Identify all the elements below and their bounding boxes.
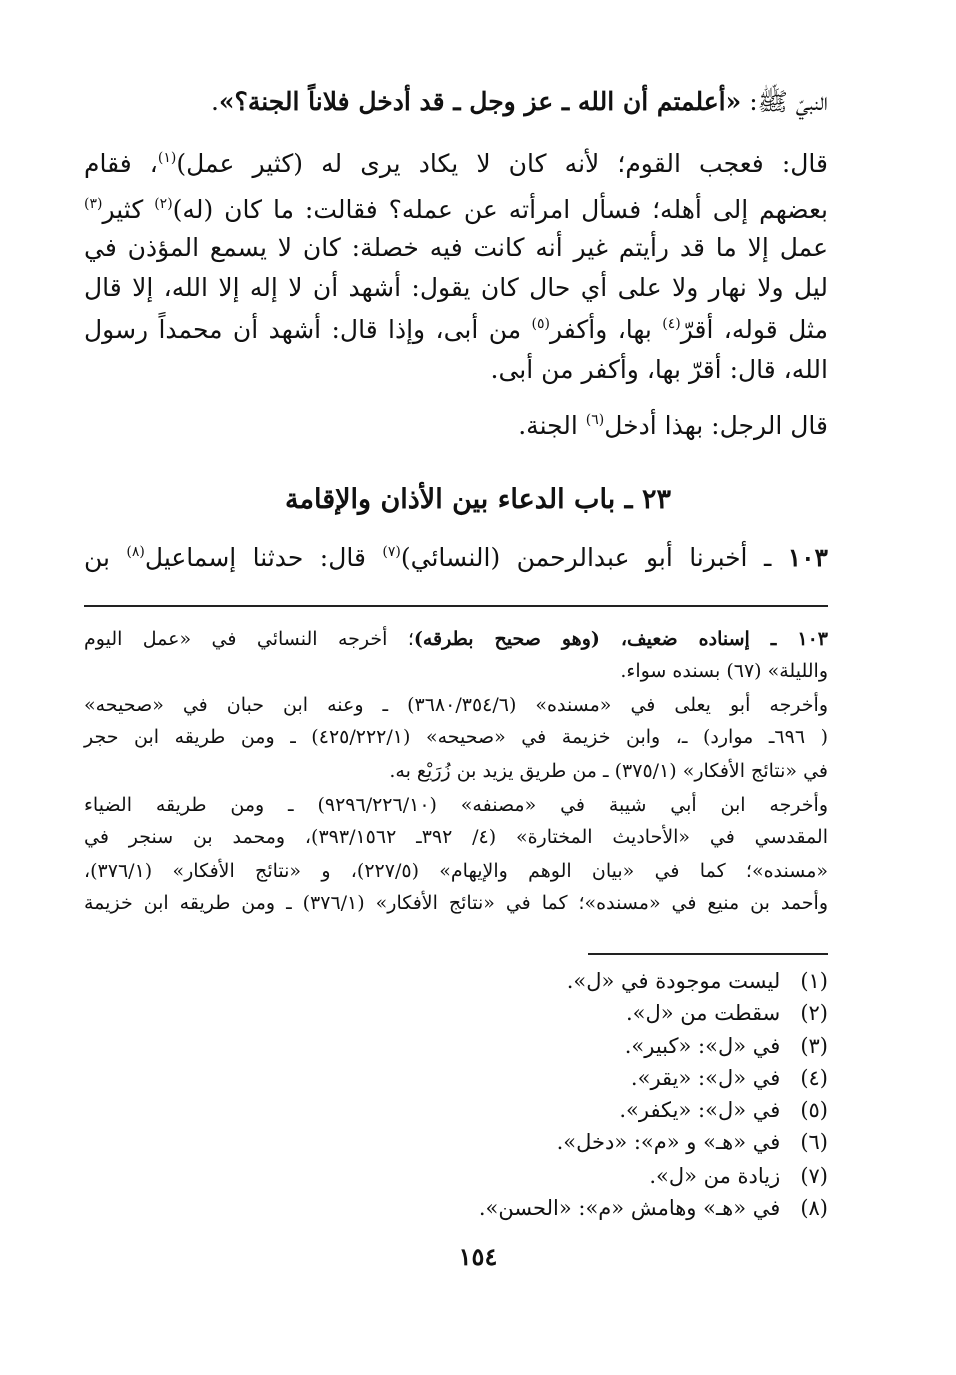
footnote-text: في «هـ» و «م»: «دخل». [556,1130,781,1154]
footnote-6 [557,1126,828,1158]
body-text: ، فقام [84,149,158,178]
body-line-5 [84,268,828,308]
footnote-number: (٧) [800,1164,828,1188]
body-text: الله، قال: أقرّ بها، وأكفر من أبى. [490,355,828,384]
footnote-7 [649,1160,828,1192]
notes-line-1 [84,624,828,654]
footnote-ref: (٥) [531,316,550,332]
body-line-8 [518,406,828,446]
footnotes-separator [588,953,828,955]
body-text: بن [84,543,127,572]
footnote-5 [619,1094,828,1126]
notes-line-8 [84,856,828,886]
notes-text: والليلة» (٦٧) بسنده سواء. [620,660,828,682]
notes-line-6 [84,790,828,820]
body-text: كثير [102,195,155,224]
notes-text: «مسنده»؛ كما في «بيان الوهم والإيهام» (٢٢٧/٥)، و «نتائج الأفكار» (٣٧٦/١)، [84,860,828,882]
footnote-number: (٢) [800,1001,828,1025]
footnote-text: في «ل»: «كبير». [624,1034,781,1058]
notes-text: ( ٦٩٦ـ موارد) ـ، وابن خزيمة في «صحيحه» (٤٢٥/٢٢٢/١) ـ ومن طريقه ابن حجر [84,726,829,748]
notes-text: وأخرجه أبو يعلى في «مسنده» (٣٦٨٠/٣٥٤/٦) ـ وعنه ابن حبان في «صحيحه» [84,694,828,716]
footnote-3 [625,1030,828,1062]
notes-text: ؛ أخرجه النسائي في «عمل اليوم [84,628,414,650]
body-line-7 [491,350,828,390]
footnote-2 [626,997,828,1029]
notes-text: وأحمد بن منيع في «مسنده»؛ كما في «نتائج الأفكار» (٣٧٦/١) ـ ومن طريقه ابن خزيمة [84,892,829,914]
footnote-number: (٨) [800,1196,828,1220]
body-text: ـ أخبرنا أبو عبدالرحمن (النسائي) [400,543,788,572]
notes-number: ١٠٣ [797,628,828,650]
body-line-1 [211,82,828,122]
chapter-heading: ٢٣ ـ باب الدعاء بين الأذان والإقامة [285,484,671,515]
footnote-ref: (١) [157,150,177,166]
page-number: ١٥٤ [458,1242,498,1271]
body-text: الجنة. [518,411,586,440]
footnote-text: في «هـ» وهامش «م»: «الحسن». [478,1196,781,1220]
footnote-ref: (٦) [585,412,605,428]
body-text: قال الرجل: بهذا أدخل [604,411,828,440]
notes-separator [84,605,828,607]
footnote-ref: (٤) [662,316,681,332]
body-line-3 [84,190,828,230]
body-text: بها، وأكفر [549,315,663,344]
body-text: عمل إلا ما قد رأيتم غير أنه كانت فيه خصلة: كان لا يسمع المؤذن في [84,233,828,262]
footnote-8 [479,1192,828,1224]
notes-line-9 [84,888,828,918]
notes-grade: ـ إسناده ضعيف، (وهو صحيح بطرقه) [413,628,798,650]
notes-line-2 [620,656,828,686]
notes-text: في «نتائج الأفكار» (٣٧٥/١) ـ من طريق يزيد بن زُرَيْع به. [389,760,828,782]
body-text: بعضهم إلى أهله؛ فسأل امرأته عن عمله؟ فقالت: ما كان (له) [172,195,828,224]
body-line-1-tail: . [210,87,219,116]
hadith-number: ١٠٣ [787,543,828,572]
footnote-ref: (٣) [84,196,103,212]
notes-text: وأخرجه ابن أبي شيبة في «مصنفه» (٩٢٩٦/٢٢٦/١٠) ـ ومن طريقه الضياء [84,794,828,816]
body-line-2 [84,144,828,184]
footnote-text: في «ل»: «يكفر». [619,1098,781,1122]
notes-text: المقدسي في «الأحاديث المختارة» (٤/ ٣٩٢ـ ٣٩٣/١٥٦٢)، ومحمد بن سنجر في [84,826,828,848]
body-line-1-quote: «أعلمتم أن الله ـ عز وجل ـ قد أدخل فلاناً الجنة؟» [218,87,742,116]
footnote-number: (٦) [800,1130,828,1154]
body-line-4 [84,228,828,268]
body-text: قال: فعجب القوم؛ لأنه كان لا يكاد يرى له (كثير عمل) [176,149,828,178]
footnote-text: سقطت من «ل». [626,1001,781,1025]
body-text: ليل ولا نهار ولا على أي حال كان يقول: أشهد أن لا إله إلا الله، إلا قال [84,273,828,302]
footnote-text: ليست موجودة في «ل». [566,969,781,993]
body-text: من أبى، وإذا قال: أشهد أن محمداً رسول [84,315,532,344]
footnote-ref: (٧) [382,544,401,560]
footnote-1 [567,965,828,997]
body-text: قال: حدثنا إسماعيل [144,543,383,572]
footnote-ref: (٨) [126,544,145,560]
footnote-4 [631,1062,828,1094]
body-text: مثل قوله، أقرّ [680,315,828,344]
footnote-text: في «ل»: «يقر». [630,1066,781,1090]
footnote-number: (٣) [800,1034,828,1058]
footnote-number: (١) [800,969,828,993]
hadith-line [84,538,828,578]
footnote-text: زيادة من «ل». [649,1164,781,1188]
notes-line-5 [389,756,828,786]
body-line-1-lead: النبيّ ﷺ: [741,87,828,116]
footnote-ref: (٢) [154,196,173,212]
notes-line-7 [84,822,828,852]
body-line-6 [84,310,828,350]
notes-line-3 [84,690,828,720]
footnote-number: (٥) [800,1098,828,1122]
notes-line-4 [84,722,828,752]
footnote-number: (٤) [800,1066,828,1090]
